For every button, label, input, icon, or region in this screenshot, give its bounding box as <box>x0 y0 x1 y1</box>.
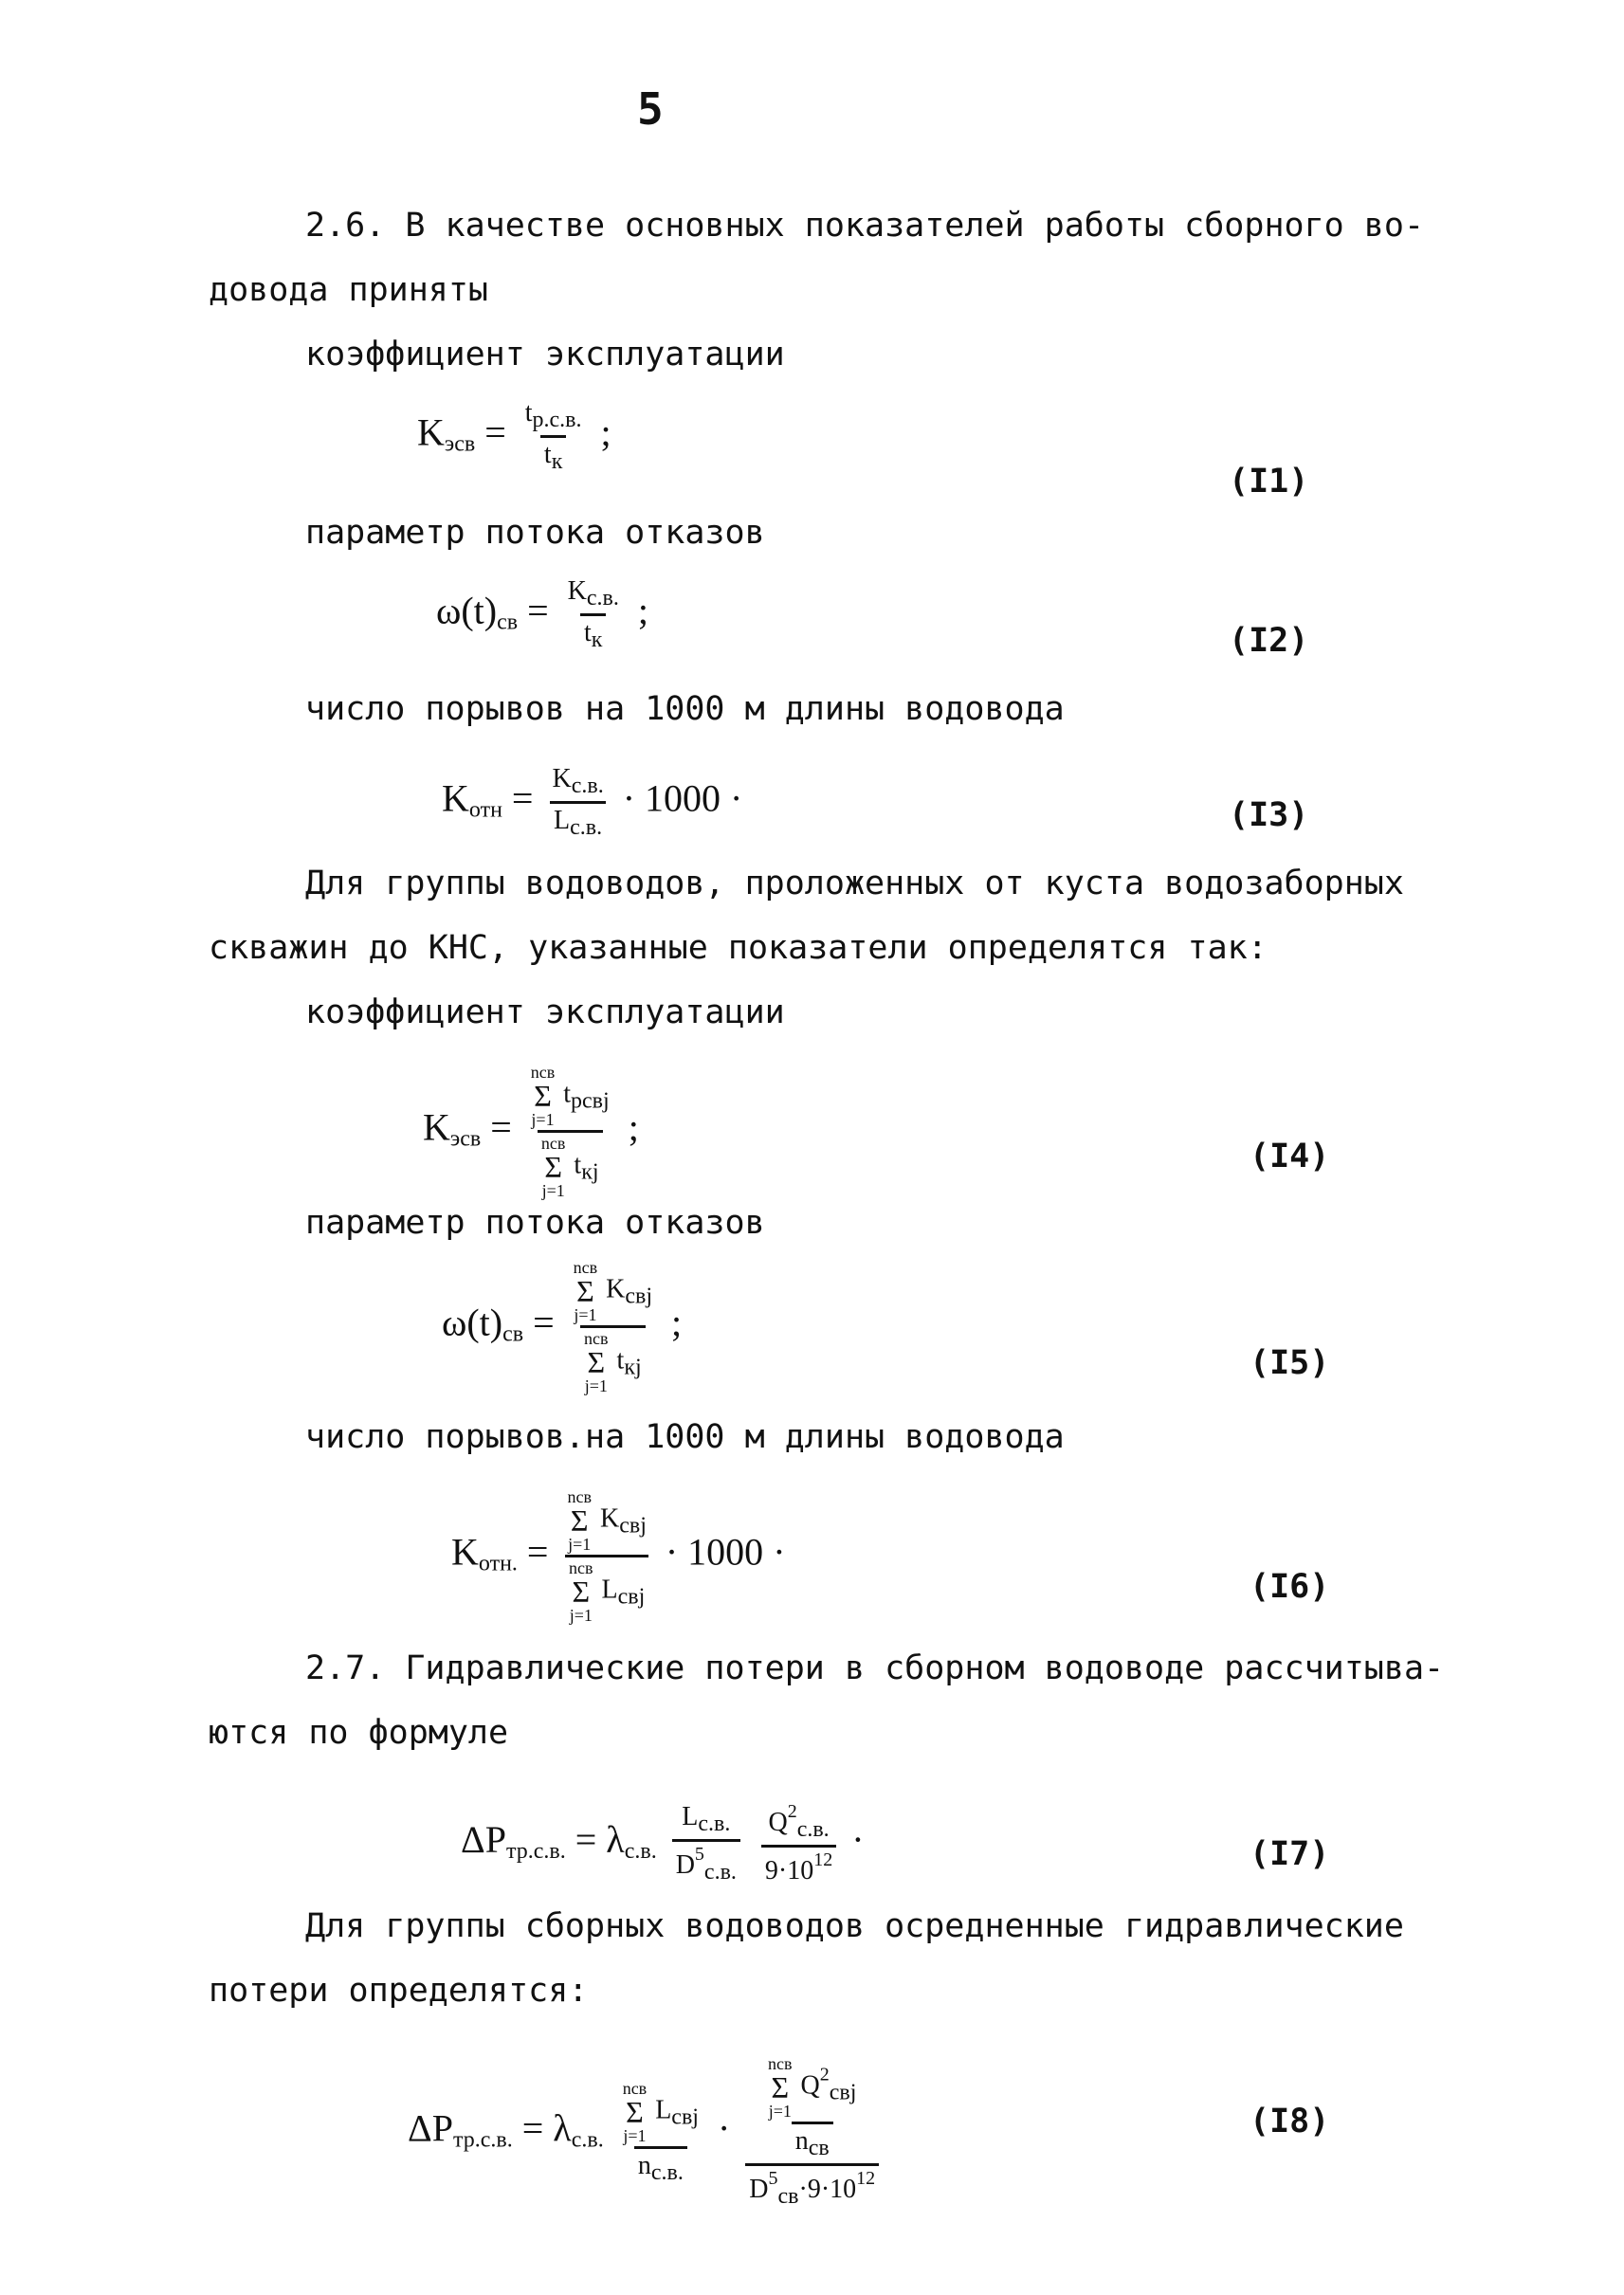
label-failure-flow-2: параметр потока отказов <box>305 1204 765 1242</box>
page-number: 5 <box>637 83 664 135</box>
formula-i8: $\Delta P_{тр.с.в.} = \lambda_{с.в.}$ nсв Σ j=1 Lсвj nс.в. · nсв Σ j=1 $Q^2свj$ nсв $D^5св\cdot 9\cdot 10^{12}$ <box>408 2055 885 2210</box>
formula-number-i1: (I1) <box>1229 463 1309 501</box>
formula-number-i8: (I8) <box>1250 2103 1330 2140</box>
formula-number-i4: (I4) <box>1250 1138 1330 1175</box>
formula-i3: $K_{отн}$ = $\frac{Kс.в.}{Lс.в.}$ · 1000 · <box>442 764 743 840</box>
formula-i4: $K_{эсв}$ = nсв Σ j=1 tрсвj nсв Σ j=1 tкj ; <box>423 1063 639 1200</box>
formula-i5: $\omega(t)_{св}$ = nсв Σ j=1 Kсвj nсв Σ j=1 tкj ; <box>442 1258 683 1395</box>
formula-number-i2: (I2) <box>1229 622 1309 660</box>
formula-number-i5: (I5) <box>1250 1344 1330 1382</box>
group2-paragraph-line-1: Для группы сборных водоводов осредненные гидравлические <box>305 1907 1404 1945</box>
paragraph-2-7-line-1: 2.7. Гидравлические потери в сборном водоводе рассчитыва- <box>305 1649 1445 1687</box>
formula-i7: $\Delta P_{тр.с.в.} = \lambda_{с.в.}$ $\frac{Lс.в.}{D^5с.в.}$ $\frac{Q^2с.в.}{9\cdot 10^{12}}$ · <box>461 1801 865 1885</box>
label-breaks-per-1000m-1: число порывов на 1000 м длины водовода <box>305 690 1065 728</box>
group-paragraph-line-1: Для группы водоводов, проложенных от куста водозаборных <box>305 865 1404 902</box>
paragraph-2-6-line-1: 2.6. В качестве основных показателей работы сборного во- <box>305 207 1425 245</box>
paragraph-2-7-line-2: ются по формуле <box>209 1714 509 1752</box>
formula-i6: $K_{отн.}$ = nсв Σ j=1 Kсвj nсв Σ j=1 Lсвj · 1000 · <box>451 1487 786 1625</box>
formula-number-i7: (I7) <box>1250 1835 1330 1873</box>
label-operation-coefficient-2: коэффициент эксплуатации <box>305 993 785 1031</box>
label-failure-flow-1: параметр потока отказов <box>305 514 765 552</box>
formula-number-i3: (I3) <box>1229 796 1309 834</box>
formula-number-i6: (I6) <box>1250 1568 1330 1606</box>
formula-i2: $\omega(t)_{св}$ = $\frac{Kс.в.}{tк}$ ; <box>436 576 648 652</box>
group-paragraph-line-2: скважин до КНС, указанные показатели определятся так: <box>209 929 1268 967</box>
paragraph-2-6-line-2: довода приняты <box>209 271 489 309</box>
label-breaks-per-1000m-2: число порывов.на 1000 м длины водовода <box>305 1418 1065 1456</box>
formula-i1: $K_{эсв}$ = $\frac{tр.с.в.}{tк}$ ; <box>417 398 611 474</box>
label-operation-coefficient-1: коэффициент эксплуатации <box>305 336 785 373</box>
group2-paragraph-line-2: потери определятся: <box>209 1972 589 2010</box>
